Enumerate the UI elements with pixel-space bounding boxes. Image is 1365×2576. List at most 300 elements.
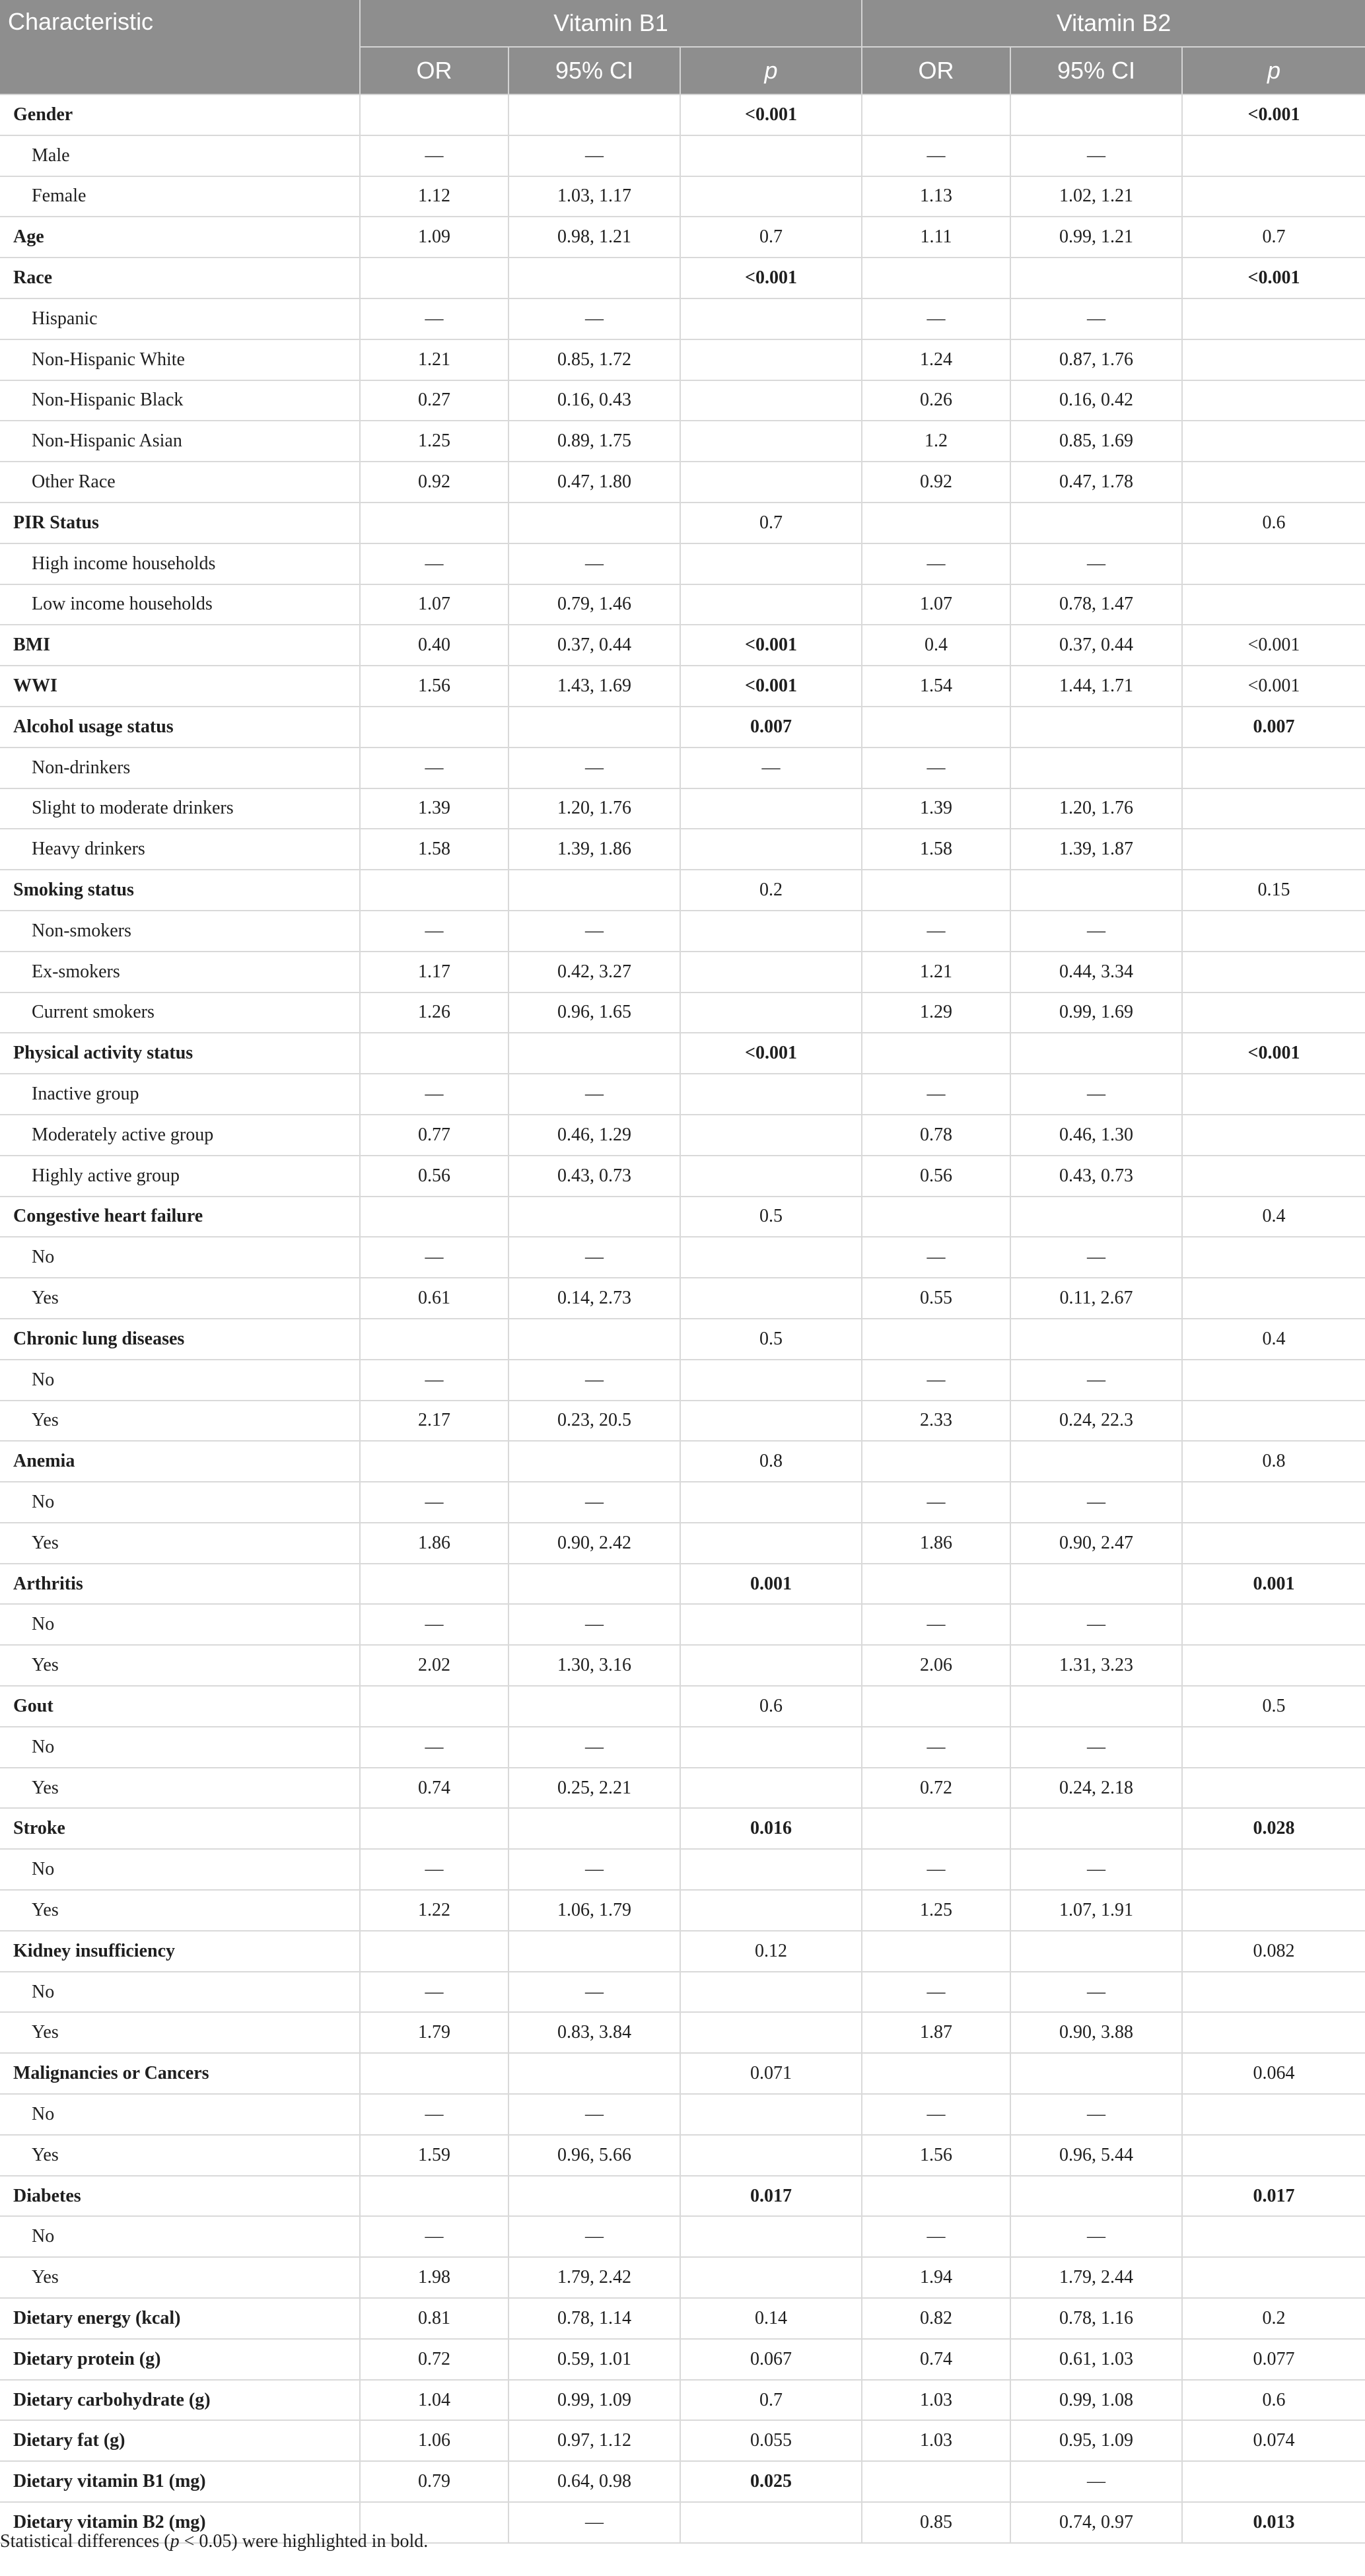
b1-or-cell: 0.92 xyxy=(360,462,508,503)
b1-p-cell: 0.067 xyxy=(680,2339,862,2380)
b2-ci-cell: 1.02, 1.21 xyxy=(1010,176,1182,217)
table-row xyxy=(0,1523,1365,1564)
row-label: Highly active group xyxy=(0,1156,360,1197)
table-row xyxy=(0,339,1365,380)
b1-or-cell: 0.27 xyxy=(360,380,508,421)
table-header xyxy=(0,0,1365,94)
b1-p-cell: <0.001 xyxy=(680,1033,862,1074)
b2-or-cell xyxy=(862,1441,1010,1482)
b2-ci-cell: — xyxy=(1010,1727,1182,1768)
row-label: Yes xyxy=(0,1278,360,1319)
row-label: Slight to moderate drinkers xyxy=(0,788,360,829)
b2-p-cell xyxy=(1182,2461,1365,2502)
row-label: PIR Status xyxy=(0,503,360,543)
row-label: Chronic lung diseases xyxy=(0,1319,360,1360)
b1-or-cell: 0.79 xyxy=(360,2461,508,2502)
b2-ci-header: 95% CI xyxy=(1010,47,1182,94)
b2-p-cell xyxy=(1182,952,1365,992)
b1-ci-cell: — xyxy=(508,2216,680,2257)
b2-ci-cell xyxy=(1010,1197,1182,1237)
b2-ci-cell: 0.47, 1.78 xyxy=(1010,462,1182,503)
b1-ci-cell: 0.25, 2.21 xyxy=(508,1768,680,1809)
b2-p-cell: 0.001 xyxy=(1182,1564,1365,1605)
table-row xyxy=(0,2094,1365,2135)
row-label: Kidney insufficiency xyxy=(0,1931,360,1972)
b2-ci-cell: 0.99, 1.69 xyxy=(1010,992,1182,1033)
b2-or-cell xyxy=(862,258,1010,298)
b1-ci-cell: 0.99, 1.09 xyxy=(508,2380,680,2421)
b1-p-cell xyxy=(680,1727,862,1768)
b2-ci-cell: 1.31, 3.23 xyxy=(1010,1645,1182,1686)
b2-p-cell xyxy=(1182,1972,1365,2013)
b1-p-cell xyxy=(680,1074,862,1115)
b1-ci-cell xyxy=(508,870,680,911)
row-label: Race xyxy=(0,258,360,298)
table-row xyxy=(0,2012,1365,2053)
b2-ci-cell xyxy=(1010,707,1182,748)
b1-ci-cell: 1.06, 1.79 xyxy=(508,1890,680,1931)
table-row xyxy=(0,543,1365,584)
b1-or-cell xyxy=(360,1197,508,1237)
b1-p-cell: 0.12 xyxy=(680,1931,862,1972)
b2-p-cell: 0.077 xyxy=(1182,2339,1365,2380)
b1-ci-cell xyxy=(508,1319,680,1360)
b1-or-cell xyxy=(360,94,508,135)
b2-p-cell xyxy=(1182,421,1365,462)
b1-or-cell xyxy=(360,707,508,748)
b1-or-cell xyxy=(360,1033,508,1074)
b2-or-cell: 1.03 xyxy=(862,2380,1010,2421)
b1-or-cell: — xyxy=(360,2216,508,2257)
b1-p-cell: 0.017 xyxy=(680,2176,862,2217)
b2-or-cell: — xyxy=(862,1972,1010,2013)
b2-ci-cell: 0.99, 1.08 xyxy=(1010,2380,1182,2421)
b1-or-cell: — xyxy=(360,298,508,339)
b1-ci-cell xyxy=(508,1441,680,1482)
b1-or-cell: 0.72 xyxy=(360,2339,508,2380)
b2-or-cell: 0.82 xyxy=(862,2298,1010,2339)
b2-p-cell xyxy=(1182,1849,1365,1890)
b1-p-cell xyxy=(680,2257,862,2298)
b1-or-cell: — xyxy=(360,1604,508,1645)
b1-ci-cell: — xyxy=(508,135,680,176)
b1-ci-cell: 0.47, 1.80 xyxy=(508,462,680,503)
b2-or-cell: — xyxy=(862,1360,1010,1401)
b2-p-cell: 0.4 xyxy=(1182,1319,1365,1360)
b2-or-cell: 0.78 xyxy=(862,1115,1010,1156)
b1-ci-cell: — xyxy=(508,1237,680,1278)
b2-or-cell xyxy=(862,1564,1010,1605)
b1-ci-cell: 0.64, 0.98 xyxy=(508,2461,680,2502)
b2-p-cell xyxy=(1182,788,1365,829)
b2-p-cell xyxy=(1182,2135,1365,2176)
b1-ci-cell: 0.78, 1.14 xyxy=(508,2298,680,2339)
b2-p-cell xyxy=(1182,1278,1365,1319)
b1-or-header: OR xyxy=(360,47,508,94)
footnote-prefix: Statistical differences ( xyxy=(0,2531,170,2552)
b1-ci-cell xyxy=(508,1197,680,1237)
row-label: No xyxy=(0,2216,360,2257)
b1-p-cell xyxy=(680,1604,862,1645)
b1-or-cell: — xyxy=(360,1360,508,1401)
b1-p-cell xyxy=(680,135,862,176)
b1-p-cell xyxy=(680,543,862,584)
b1-or-cell: 0.74 xyxy=(360,1768,508,1809)
b2-p-cell xyxy=(1182,1401,1365,1442)
b1-p-cell xyxy=(680,1360,862,1401)
b2-ci-cell: 0.16, 0.42 xyxy=(1010,380,1182,421)
table-row xyxy=(0,2176,1365,2217)
b2-p-cell xyxy=(1182,339,1365,380)
b2-p-cell: <0.001 xyxy=(1182,94,1365,135)
b1-or-cell: 0.40 xyxy=(360,625,508,666)
b1-ci-cell xyxy=(508,2053,680,2094)
b1-or-cell: 0.81 xyxy=(360,2298,508,2339)
b2-ci-cell: 0.78, 1.47 xyxy=(1010,584,1182,625)
table-row xyxy=(0,94,1365,135)
table-row xyxy=(0,788,1365,829)
row-label: No xyxy=(0,1360,360,1401)
b1-p-cell xyxy=(680,339,862,380)
b1-p-cell: — xyxy=(680,748,862,788)
b2-ci-cell: 0.96, 5.44 xyxy=(1010,2135,1182,2176)
b1-ci-cell: 0.98, 1.21 xyxy=(508,217,680,258)
b2-p-cell xyxy=(1182,298,1365,339)
row-label: Low income households xyxy=(0,584,360,625)
b1-p-cell: <0.001 xyxy=(680,258,862,298)
b1-p-cell xyxy=(680,952,862,992)
b2-p-cell: <0.001 xyxy=(1182,258,1365,298)
row-label: Gender xyxy=(0,94,360,135)
b1-p-cell xyxy=(680,2502,862,2543)
b1-ci-cell xyxy=(508,258,680,298)
b2-p-cell: 0.013 xyxy=(1182,2502,1365,2543)
b2-or-cell: 1.21 xyxy=(862,952,1010,992)
b1-or-cell: — xyxy=(360,1972,508,2013)
table-row xyxy=(0,462,1365,503)
b2-ci-cell xyxy=(1010,870,1182,911)
b1-or-cell: — xyxy=(360,1482,508,1523)
table-row xyxy=(0,1237,1365,1278)
b2-p-cell xyxy=(1182,992,1365,1033)
table-row xyxy=(0,258,1365,298)
b2-ci-cell xyxy=(1010,258,1182,298)
b2-p-cell: <0.001 xyxy=(1182,666,1365,707)
b2-ci-cell xyxy=(1010,1931,1182,1972)
b1-p-cell xyxy=(680,1156,862,1197)
b2-p-cell xyxy=(1182,748,1365,788)
b1-or-cell xyxy=(360,1931,508,1972)
b1-or-cell: — xyxy=(360,1849,508,1890)
b1-ci-cell: — xyxy=(508,543,680,584)
b2-or-cell: — xyxy=(862,135,1010,176)
b2-p-cell xyxy=(1182,1482,1365,1523)
b1-p-cell: 0.007 xyxy=(680,707,862,748)
b1-ci-cell: — xyxy=(508,1360,680,1401)
b1-or-cell: 0.61 xyxy=(360,1278,508,1319)
table-row xyxy=(0,1564,1365,1605)
footnote-p: p xyxy=(170,2531,180,2552)
b2-or-cell: 2.33 xyxy=(862,1401,1010,1442)
table-footnote xyxy=(0,2531,428,2552)
b1-p-cell: 0.14 xyxy=(680,2298,862,2339)
b2-p-cell: 0.2 xyxy=(1182,2298,1365,2339)
b1-p-cell xyxy=(680,1401,862,1442)
b2-ci-cell xyxy=(1010,1564,1182,1605)
b2-p-cell: 0.6 xyxy=(1182,2380,1365,2421)
table-row xyxy=(0,1441,1365,1482)
b2-p-cell: 0.8 xyxy=(1182,1441,1365,1482)
b1-p-cell: 0.055 xyxy=(680,2420,862,2461)
b1-p-cell xyxy=(680,1890,862,1931)
b2-ci-cell: — xyxy=(1010,1360,1182,1401)
table-row xyxy=(0,1604,1365,1645)
b1-ci-cell: — xyxy=(508,2094,680,2135)
row-label: Non-smokers xyxy=(0,911,360,952)
b2-p-cell: 0.064 xyxy=(1182,2053,1365,2094)
b2-p-cell xyxy=(1182,380,1365,421)
b1-ci-cell: 0.23, 20.5 xyxy=(508,1401,680,1442)
b1-p-cell xyxy=(680,1523,862,1564)
b1-ci-cell: — xyxy=(508,1604,680,1645)
row-label: Dietary vitamin B2 (mg) xyxy=(0,2502,360,2543)
b1-ci-cell: 0.83, 3.84 xyxy=(508,2012,680,2053)
b2-ci-cell: 0.24, 2.18 xyxy=(1010,1768,1182,1809)
b2-or-cell xyxy=(862,1686,1010,1727)
b2-or-cell xyxy=(862,1033,1010,1074)
b2-or-cell: — xyxy=(862,1604,1010,1645)
b2-p-cell xyxy=(1182,543,1365,584)
b2-or-cell xyxy=(862,707,1010,748)
b1-p-cell: 0.2 xyxy=(680,870,862,911)
b2-p-cell: 0.017 xyxy=(1182,2176,1365,2217)
b1-ci-cell: — xyxy=(508,298,680,339)
b2-p-cell xyxy=(1182,584,1365,625)
table-row xyxy=(0,1849,1365,1890)
row-label: Alcohol usage status xyxy=(0,707,360,748)
b2-or-cell xyxy=(862,1808,1010,1849)
b1-or-cell: 1.39 xyxy=(360,788,508,829)
b2-p-cell xyxy=(1182,1523,1365,1564)
table-row xyxy=(0,1686,1365,1727)
b1-ci-cell: 1.79, 2.42 xyxy=(508,2257,680,2298)
table-row xyxy=(0,911,1365,952)
b1-ci-cell: — xyxy=(508,911,680,952)
b2-p-cell xyxy=(1182,1890,1365,1931)
b1-ci-cell: 0.79, 1.46 xyxy=(508,584,680,625)
table-row xyxy=(0,1808,1365,1849)
table-row xyxy=(0,2216,1365,2257)
b2-ci-cell: — xyxy=(1010,135,1182,176)
table-row xyxy=(0,1156,1365,1197)
b2-ci-cell: 0.11, 2.67 xyxy=(1010,1278,1182,1319)
b1-ci-cell xyxy=(508,707,680,748)
b2-ci-cell: — xyxy=(1010,2216,1182,2257)
b2-or-cell: 1.29 xyxy=(862,992,1010,1033)
b1-p-cell: 0.5 xyxy=(680,1319,862,1360)
b1-ci-cell: 1.43, 1.69 xyxy=(508,666,680,707)
vitamin-b2-header: Vitamin B2 xyxy=(862,0,1365,47)
row-label: Yes xyxy=(0,1401,360,1442)
table-row xyxy=(0,1278,1365,1319)
b1-p-header: p xyxy=(680,47,862,94)
b1-p-cell xyxy=(680,2216,862,2257)
b1-ci-cell: 0.85, 1.72 xyxy=(508,339,680,380)
b1-ci-cell: 0.97, 1.12 xyxy=(508,2420,680,2461)
b2-or-cell xyxy=(862,1931,1010,1972)
table-row xyxy=(0,1401,1365,1442)
b2-or-cell xyxy=(862,2461,1010,2502)
b1-or-cell xyxy=(360,870,508,911)
b1-or-cell: 1.86 xyxy=(360,1523,508,1564)
table-row xyxy=(0,1931,1365,1972)
table-row xyxy=(0,870,1365,911)
row-label: No xyxy=(0,2094,360,2135)
b1-p-cell xyxy=(680,1768,862,1809)
b1-ci-cell xyxy=(508,1808,680,1849)
row-label: Yes xyxy=(0,2135,360,2176)
b1-p-cell xyxy=(680,1482,862,1523)
table-row xyxy=(0,1115,1365,1156)
b1-or-cell: 1.59 xyxy=(360,2135,508,2176)
b2-p-cell xyxy=(1182,1156,1365,1197)
b2-ci-cell: 0.43, 0.73 xyxy=(1010,1156,1182,1197)
b1-or-cell: 2.02 xyxy=(360,1645,508,1686)
row-label: Yes xyxy=(0,2012,360,2053)
table-row xyxy=(0,666,1365,707)
b1-ci-cell xyxy=(508,1033,680,1074)
b1-ci-cell xyxy=(508,503,680,543)
b2-ci-cell xyxy=(1010,748,1182,788)
b2-or-cell: 1.13 xyxy=(862,176,1010,217)
b1-ci-cell: 1.39, 1.86 xyxy=(508,829,680,870)
b2-ci-cell: — xyxy=(1010,1237,1182,1278)
row-label: No xyxy=(0,1237,360,1278)
b2-or-cell: — xyxy=(862,543,1010,584)
b2-p-cell: <0.001 xyxy=(1182,625,1365,666)
b1-or-cell: 1.22 xyxy=(360,1890,508,1931)
b2-p-cell: 0.5 xyxy=(1182,1686,1365,1727)
b2-p-cell: 0.007 xyxy=(1182,707,1365,748)
b1-ci-cell: — xyxy=(508,1482,680,1523)
row-label: Physical activity status xyxy=(0,1033,360,1074)
table-row xyxy=(0,707,1365,748)
b1-or-cell: 1.06 xyxy=(360,2420,508,2461)
b2-or-cell xyxy=(862,503,1010,543)
b2-p-cell xyxy=(1182,2216,1365,2257)
b2-or-cell: 1.54 xyxy=(862,666,1010,707)
b1-p-cell: 0.7 xyxy=(680,2380,862,2421)
b1-or-cell: — xyxy=(360,1237,508,1278)
b1-or-cell: — xyxy=(360,911,508,952)
table-row xyxy=(0,1197,1365,1237)
b2-or-cell: — xyxy=(862,298,1010,339)
b1-or-cell: 1.04 xyxy=(360,2380,508,2421)
b2-p-cell xyxy=(1182,1360,1365,1401)
row-label: Inactive group xyxy=(0,1074,360,1115)
table-row xyxy=(0,298,1365,339)
row-label: Current smokers xyxy=(0,992,360,1033)
b2-or-cell: — xyxy=(862,1237,1010,1278)
b1-p-cell xyxy=(680,2135,862,2176)
b2-ci-cell: 1.39, 1.87 xyxy=(1010,829,1182,870)
table-row xyxy=(0,584,1365,625)
table-row xyxy=(0,1360,1365,1401)
b2-ci-cell: 0.44, 3.34 xyxy=(1010,952,1182,992)
b1-p-cell: 0.016 xyxy=(680,1808,862,1849)
table-row xyxy=(0,2298,1365,2339)
row-label: Other Race xyxy=(0,462,360,503)
b2-p-cell xyxy=(1182,462,1365,503)
b2-or-header: OR xyxy=(862,47,1010,94)
b2-or-cell: 1.03 xyxy=(862,2420,1010,2461)
b1-ci-cell: 0.46, 1.29 xyxy=(508,1115,680,1156)
b2-ci-cell: 0.46, 1.30 xyxy=(1010,1115,1182,1156)
b2-ci-cell: 1.20, 1.76 xyxy=(1010,788,1182,829)
b1-ci-cell: 0.42, 3.27 xyxy=(508,952,680,992)
row-label: Malignancies or Cancers xyxy=(0,2053,360,2094)
b2-or-cell: 1.56 xyxy=(862,2135,1010,2176)
b2-p-cell xyxy=(1182,1074,1365,1115)
b1-ci-cell: 0.89, 1.75 xyxy=(508,421,680,462)
footnote-suffix: < 0.05) were highlighted in bold. xyxy=(179,2531,429,2552)
b2-or-cell: — xyxy=(862,2094,1010,2135)
b2-ci-cell: — xyxy=(1010,1972,1182,2013)
b1-p-cell: <0.001 xyxy=(680,625,862,666)
table-row xyxy=(0,1482,1365,1523)
table-body xyxy=(0,94,1365,2543)
row-label: Congestive heart failure xyxy=(0,1197,360,1237)
table-row xyxy=(0,1972,1365,2013)
b2-ci-cell xyxy=(1010,1808,1182,1849)
b1-p-cell: <0.001 xyxy=(680,94,862,135)
b2-p-cell xyxy=(1182,2094,1365,2135)
b1-p-cell xyxy=(680,380,862,421)
b2-p-cell: 0.6 xyxy=(1182,503,1365,543)
b1-ci-cell: — xyxy=(508,1972,680,2013)
row-label: Yes xyxy=(0,1645,360,1686)
b1-or-cell: — xyxy=(360,543,508,584)
row-label: Dietary vitamin B1 (mg) xyxy=(0,2461,360,2502)
b2-p-cell xyxy=(1182,2257,1365,2298)
b2-or-cell xyxy=(862,2176,1010,2217)
b2-or-cell: 1.24 xyxy=(862,339,1010,380)
b1-or-cell: 0.77 xyxy=(360,1115,508,1156)
b1-or-cell: 1.12 xyxy=(360,176,508,217)
b1-ci-cell xyxy=(508,2176,680,2217)
b2-ci-cell: 0.90, 2.47 xyxy=(1010,1523,1182,1564)
b2-or-cell xyxy=(862,1319,1010,1360)
b2-or-cell: 1.07 xyxy=(862,584,1010,625)
b2-p-cell: <0.001 xyxy=(1182,1033,1365,1074)
row-label: Anemia xyxy=(0,1441,360,1482)
b2-or-cell: — xyxy=(862,748,1010,788)
table-row xyxy=(0,829,1365,870)
b1-ci-cell: 0.90, 2.42 xyxy=(508,1523,680,1564)
table-row xyxy=(0,135,1365,176)
b1-ci-cell: 0.16, 0.43 xyxy=(508,380,680,421)
table-row xyxy=(0,748,1365,788)
b2-ci-cell xyxy=(1010,1686,1182,1727)
table-row xyxy=(0,1890,1365,1931)
b2-ci-cell: 1.07, 1.91 xyxy=(1010,1890,1182,1931)
table-row xyxy=(0,2380,1365,2421)
table-row xyxy=(0,2257,1365,2298)
row-label: Age xyxy=(0,217,360,258)
b1-p-cell xyxy=(680,992,862,1033)
b1-ci-cell: — xyxy=(508,1727,680,1768)
b1-p-cell xyxy=(680,1115,862,1156)
